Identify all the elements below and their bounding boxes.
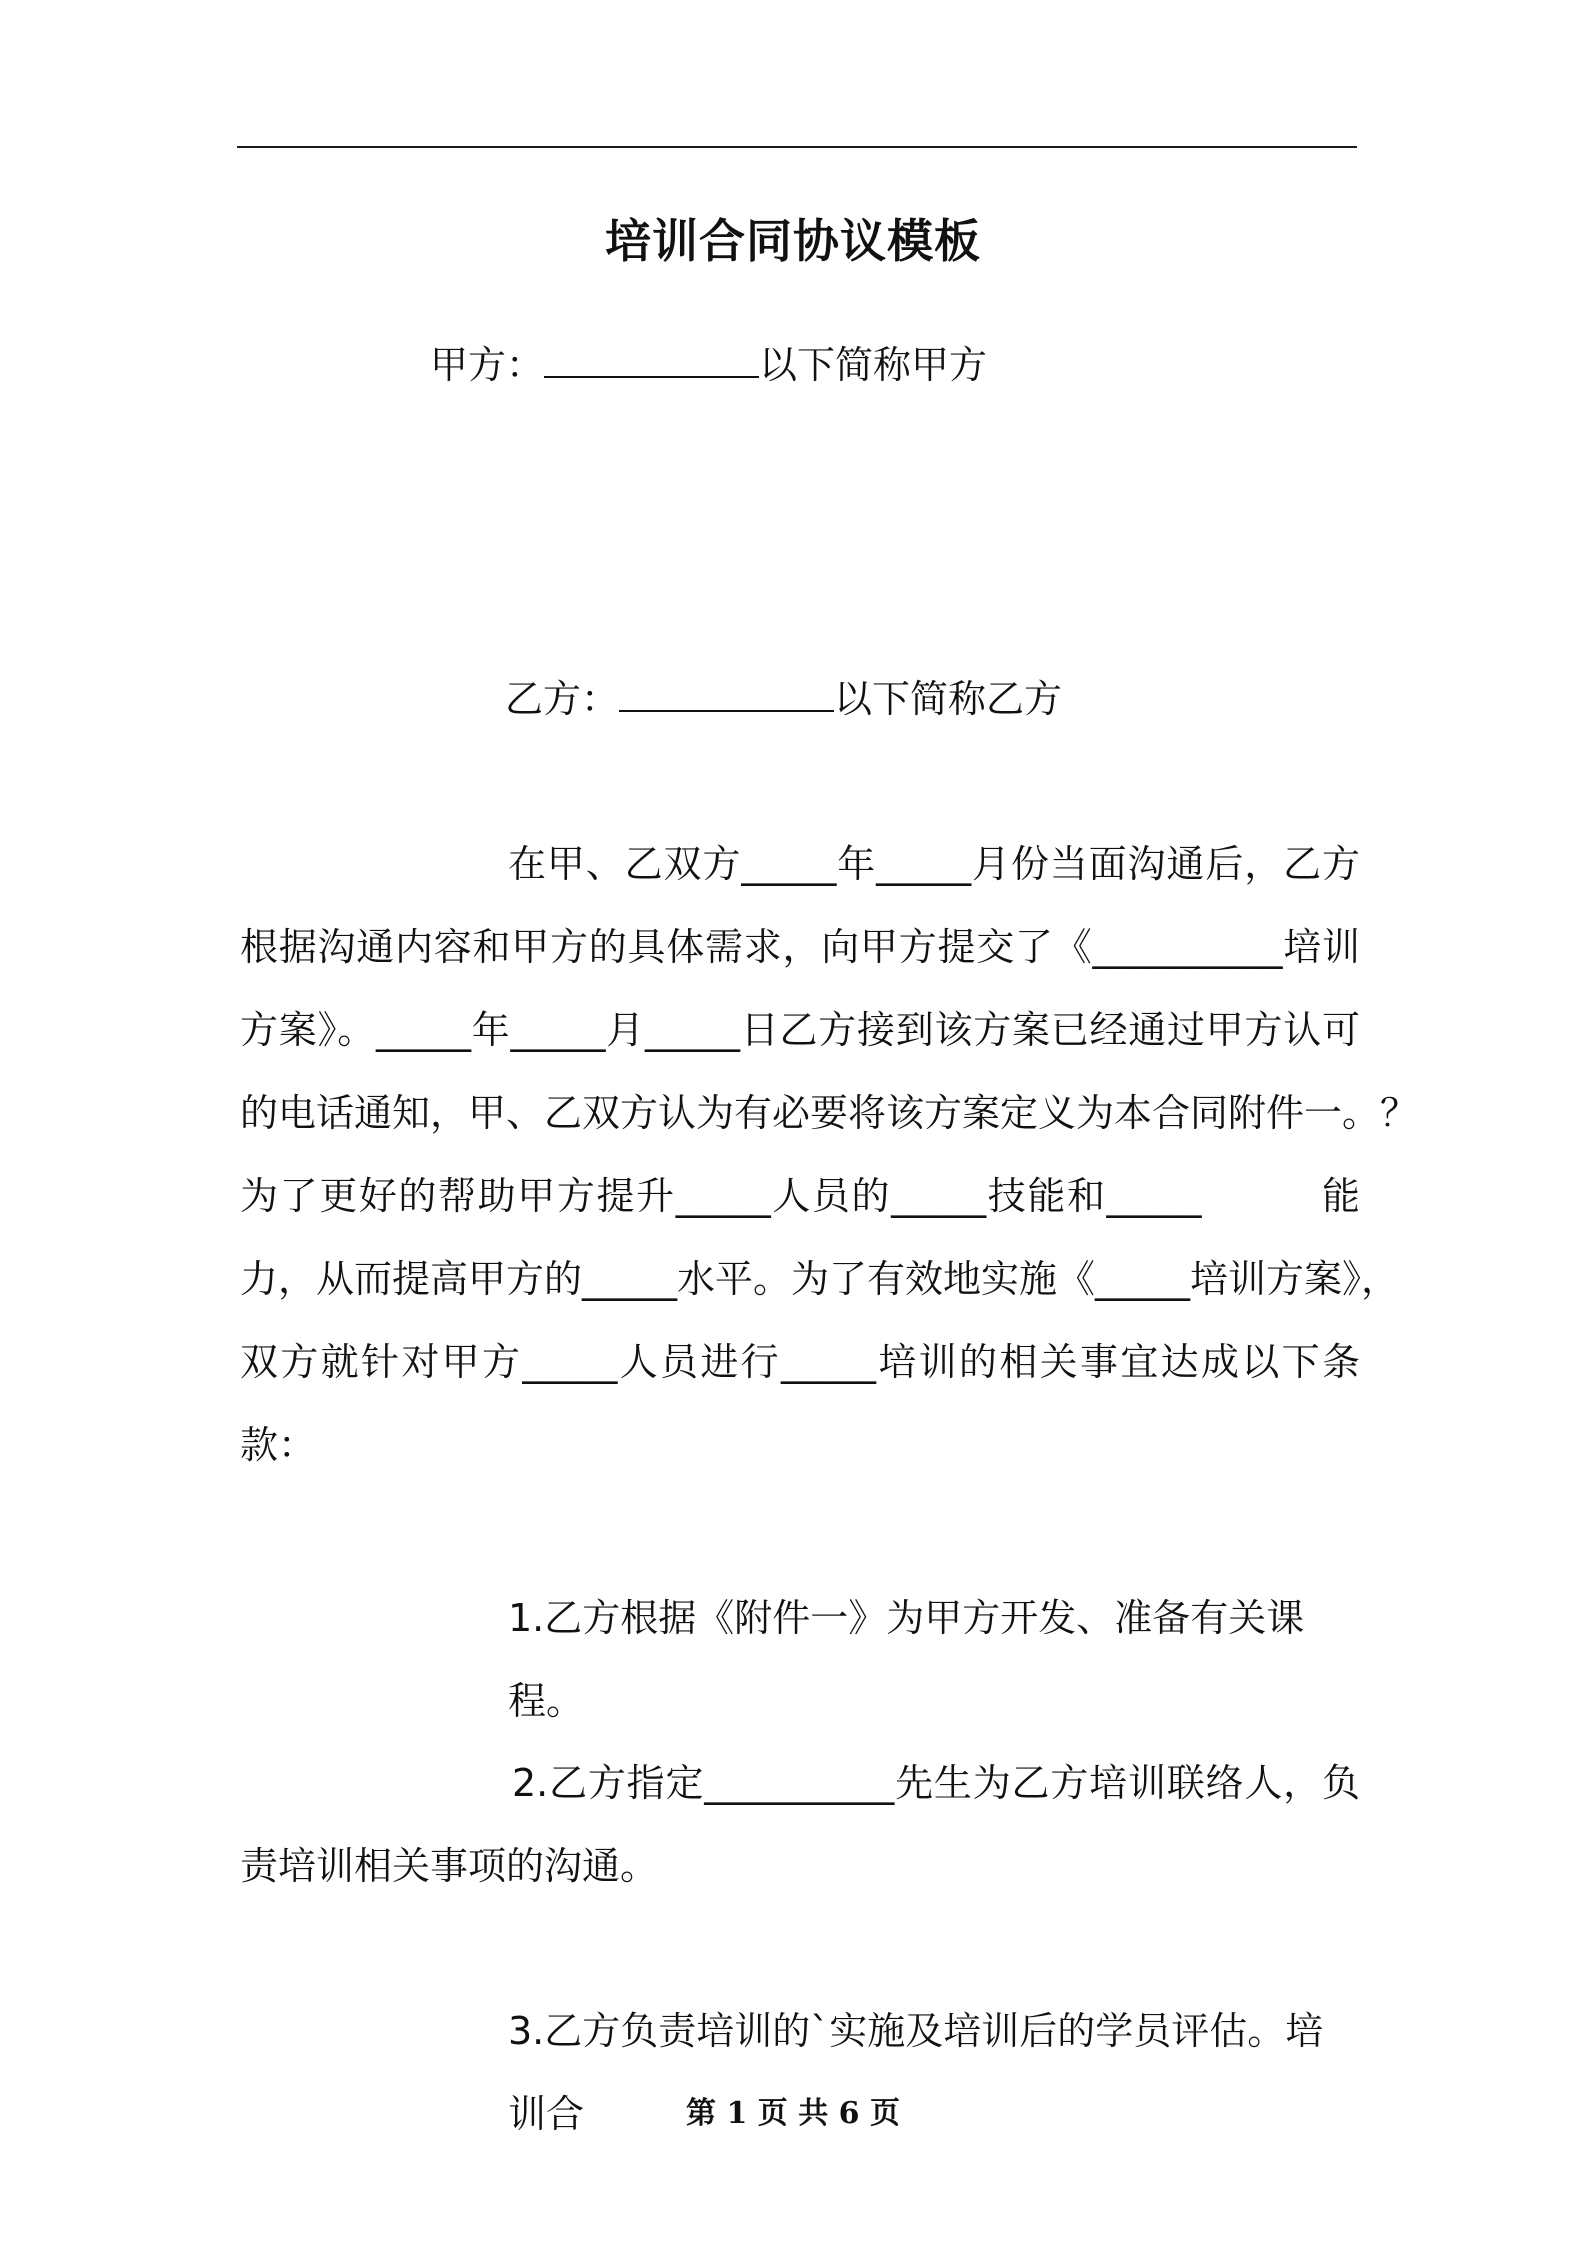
intro-line: 在甲、乙双方_____年_____月份当面沟通后，乙方 [508, 842, 1360, 886]
party-b-blank [619, 670, 834, 712]
clause-2-line: 责培训相关事项的沟通。 [240, 1844, 659, 1888]
party-b-suffix: 以下简称乙方 [834, 677, 1063, 721]
intro-line: 双方就针对甲方_____人员进行_____培训的相关事宜达成以下条 [240, 1340, 1360, 1384]
header-rule [237, 146, 1357, 148]
document-title: 培训合同协议模板 [605, 214, 981, 268]
intro-line: 为了更好的帮助甲方提升_____人员的_____技能和_____ 能 [240, 1174, 1360, 1218]
intro-line: 的电话通知，甲、乙双方认为有必要将该方案定义为本合同附件一。？ [240, 1091, 1419, 1135]
intro-paragraph [240, 823, 1419, 1487]
intro-line: 方案》。_____年_____月_____日乙方接到该方案已经通过甲方认可 [240, 1008, 1360, 1052]
party-b-label: 乙方： [505, 677, 620, 721]
clause-2 [240, 1742, 1360, 1908]
party-b-line [505, 670, 1062, 725]
party-a-blank [544, 336, 759, 378]
party-a-line [430, 336, 987, 391]
page-footer: 第 1 页 共 6 页 [686, 2096, 900, 2131]
clause-2-line: 2.乙方指定__________先生为乙方培训联络人，负 [512, 1761, 1360, 1805]
clause-3: 3.乙方负责培训的`实施及培训后的学员评估。培训合 [508, 2009, 1324, 2136]
party-a-suffix: 以下简称甲方 [759, 343, 988, 387]
intro-line: 力，从而提高甲方的_____水平。为了有效地实施《_____培训方案》， [240, 1257, 1400, 1301]
intro-line: 款： [240, 1423, 317, 1467]
intro-line: 根据沟通内容和甲方的具体需求，向甲方提交了《__________培训 [240, 925, 1360, 969]
party-a-label: 甲方： [430, 343, 545, 387]
clause-1: 1.乙方根据《附件一》为甲方开发、准备有关课程。 [508, 1596, 1305, 1723]
